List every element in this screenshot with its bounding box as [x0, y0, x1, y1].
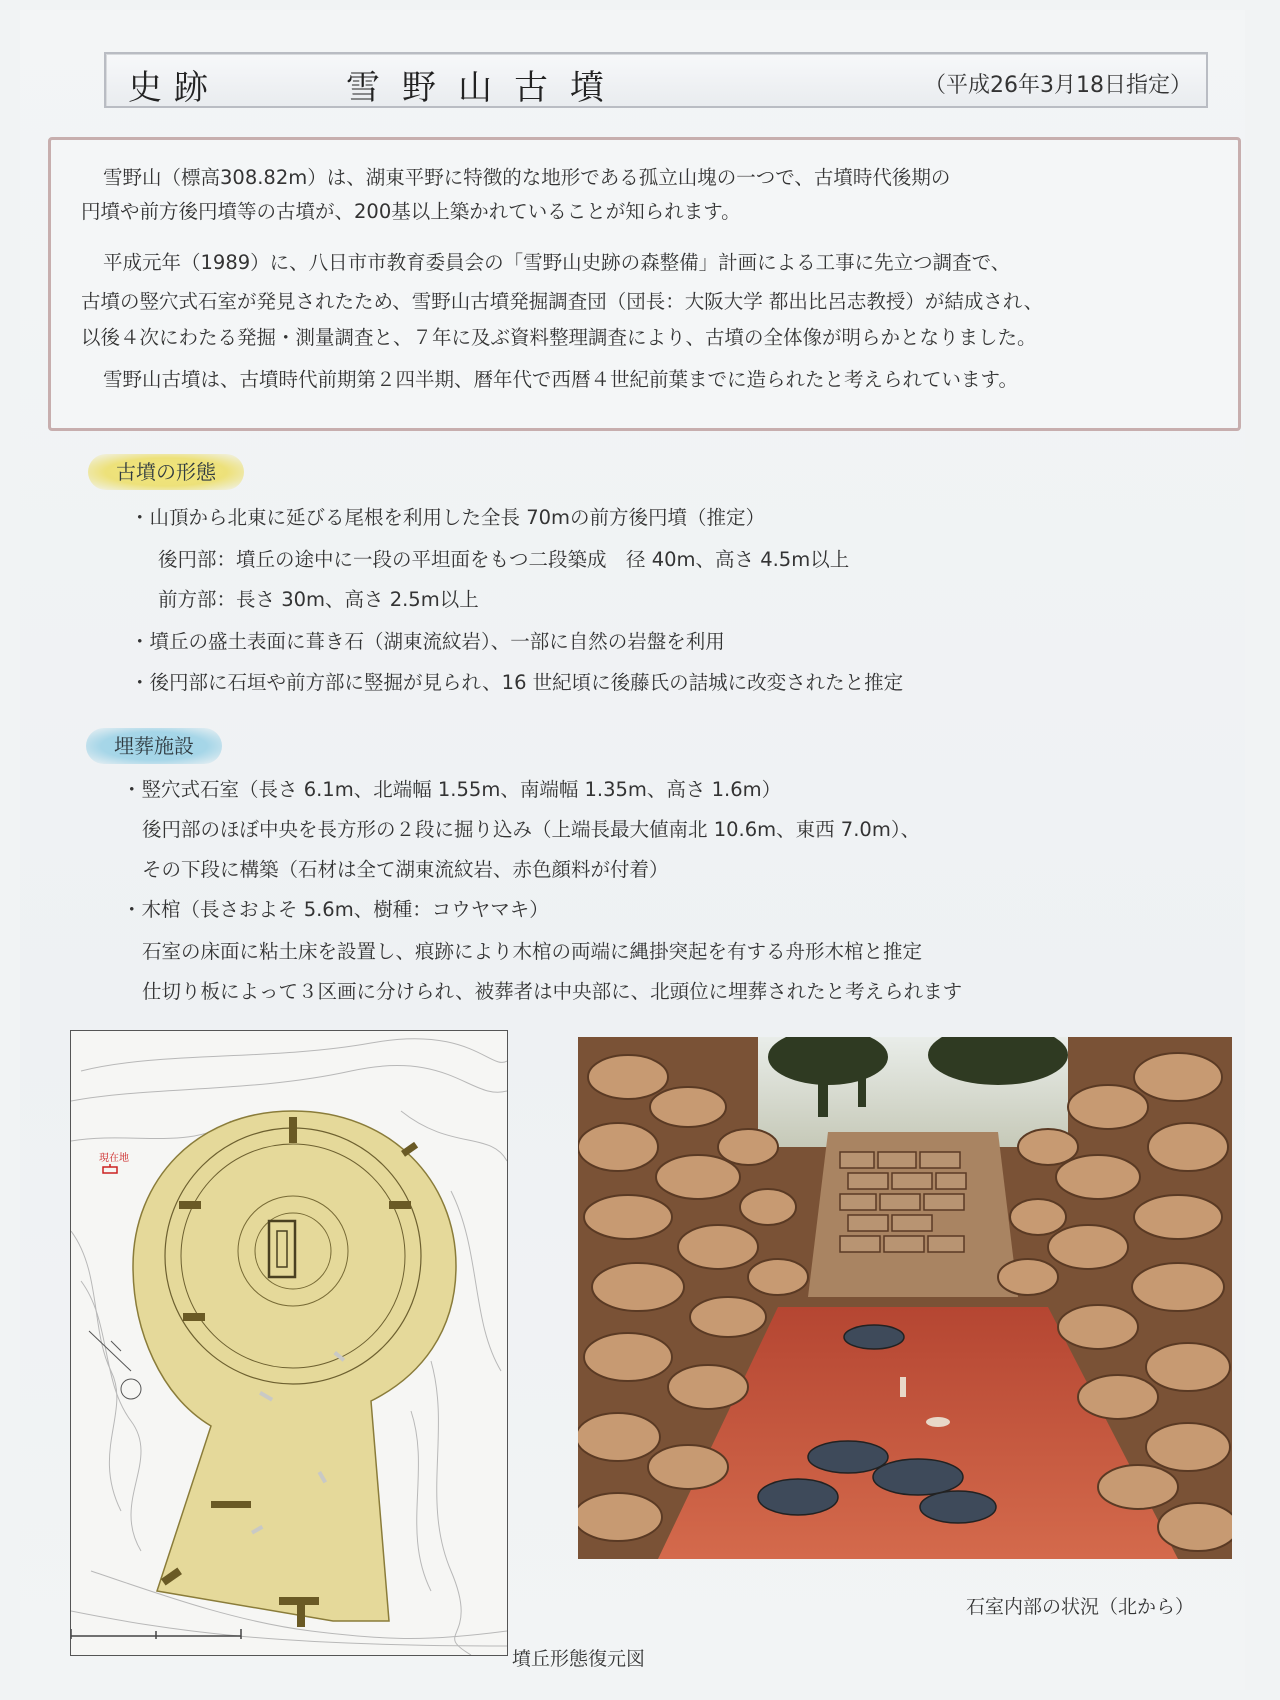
current-location-marker	[99, 1151, 129, 1173]
burial-line: 石室の床面に粘土床を設置し、痕跡により木棺の両端に縄掛突起を有する舟形木棺と推定	[142, 940, 923, 963]
mound-shape	[133, 1111, 456, 1627]
stone-chamber-photo	[578, 1037, 1232, 1559]
title-label: 史跡	[128, 68, 220, 108]
burial-line: 後円部のほぼ中央を長方形の２段に掘り込み（上端長最大値南北 10.6m、東西 7.0m）、	[142, 818, 921, 841]
designation-date: （平成26年3月18日指定）	[924, 73, 1192, 98]
mound-reconstruction-map	[70, 1030, 508, 1656]
current-location-label: 現在地	[99, 1153, 129, 1164]
title-banner	[104, 52, 1208, 108]
burial-line: その下段に構築（石材は全て湖東流紋岩、赤色顔料が付着）	[142, 858, 669, 881]
form-line: 後円部：墳丘の途中に一段の平坦面をもつ二段築成 径 40m、高さ 4.5m以上	[158, 548, 850, 571]
intro-line: 以後４次にわたる発掘・測量調査と、７年に及ぶ資料整理調査により、古墳の全体像が明らかとなりました。	[81, 326, 1037, 349]
mound-map-drawing	[71, 1031, 507, 1655]
burial-line: 仕切り板によって３区画に分けられ、被葬者は中央部に、北頭位に埋葬されたと考えられます	[142, 980, 963, 1003]
section-heading-burial: 埋葬施設	[86, 728, 222, 764]
stone-chamber-illustration	[578, 1037, 1232, 1559]
burial-line: ・木棺（長さおよそ 5.6m、樹種：コウヤマキ）	[122, 898, 549, 921]
section-heading-form: 古墳の形態	[88, 454, 244, 490]
intro-panel	[48, 137, 1241, 431]
page-title: 雪野山古墳	[346, 68, 626, 108]
intro-line: 円墳や前方後円墳等の古墳が、200基以上築かれていることが知られます。	[81, 200, 741, 223]
photo-caption: 石室内部の状況（北から）	[966, 1596, 1195, 1618]
intro-line: 雪野山（標高308.82m）は、湖東平野に特徴的な地形である孤立山塊の一つで、古墳時代後期の	[103, 166, 951, 189]
intro-line: 雪野山古墳は、古墳時代前期第２四半期、暦年代で西暦４世紀前葉までに造られたと考えられています。	[103, 368, 1018, 391]
intro-line: 古墳の竪穴式石室が発見されたため、雪野山古墳発掘調査団（団長：大阪大学 都出比呂志教授）が結成され、	[81, 290, 1044, 313]
intro-line: 平成元年（1989）に、八日市市教育委員会の「雪野山史跡の森整備」計画による工事に先立つ調査で、	[103, 251, 1011, 274]
form-line: 前方部：長さ 30m、高さ 2.5m以上	[158, 588, 479, 611]
map-caption: 墳丘形態復元図	[512, 1648, 646, 1670]
form-line: ・墳丘の盛土表面に葺き石（湖東流紋岩）、一部に自然の岩盤を利用	[130, 630, 725, 653]
burial-line: ・竪穴式石室（長さ 6.1m、北端幅 1.55m、南端幅 1.35m、高さ 1.6m）	[122, 778, 782, 801]
form-line: ・後円部に石垣や前方部に竪掘が見られ、16 世紀頃に後藤氏の詰城に改変されたと推定	[130, 671, 904, 694]
form-line: ・山頂から北東に延びる尾根を利用した全長 70mの前方後円墳（推定）	[130, 506, 766, 529]
